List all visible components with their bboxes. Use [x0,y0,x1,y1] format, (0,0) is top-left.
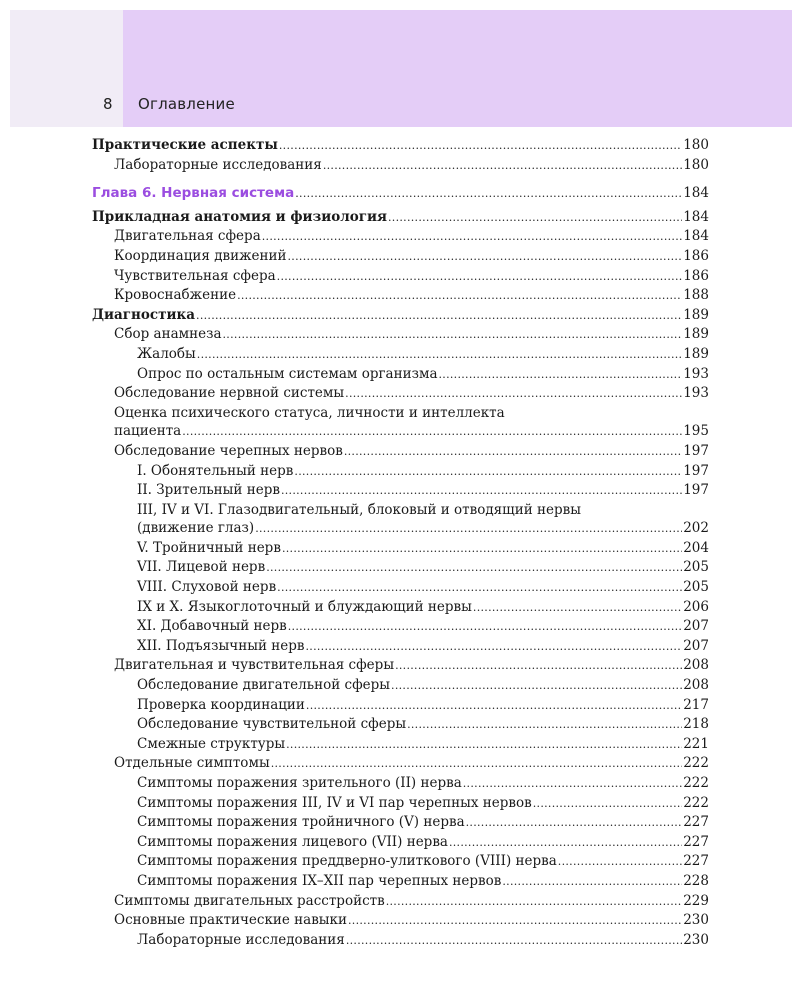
chapter-title: Глава 6. Нервная система [92,185,295,202]
dot-leader [288,617,682,637]
toc-entry-page: 230 [683,912,709,929]
toc-entry[interactable] [92,833,709,853]
dot-leader [262,227,682,247]
toc-entry-title: Кровоснабжение [114,287,237,304]
page-number: 8 [103,95,113,113]
dot-leader [279,136,682,156]
dot-leader [533,794,682,814]
dot-leader [286,735,682,755]
toc-entry-title: VII. Лицевой нерв [137,559,266,576]
toc-entry-title: Координация движений [114,247,287,264]
toc-entry[interactable] [92,286,709,306]
toc-entry-page: 193 [683,385,709,402]
dot-leader [473,598,682,618]
dot-leader [407,715,682,735]
toc-entry-page: 222 [683,775,709,791]
dot-leader [255,519,682,539]
toc-entry-title: Симптомы поражения зрительного (II) нерва [137,775,462,791]
toc-entry-title: I. Обонятельный нерв [137,462,294,479]
dot-leader [388,208,682,228]
dot-leader [395,656,682,676]
dot-leader [386,892,683,912]
toc-entry[interactable] [92,637,709,657]
toc-entry-title: Двигательная и чувствительная сферы [114,657,395,674]
toc-entry-page: 222 [683,755,709,772]
toc-entry-title: Симптомы поражения IX–XII пар черепных нервов [137,872,502,889]
toc-entry[interactable] [92,872,709,892]
dot-leader [237,286,682,306]
dot-leader [348,911,682,931]
dot-leader [281,481,682,501]
toc-entry-page: 189 [683,345,709,362]
toc-entry-title: Симптомы поражения лицевого (VII) нерва [137,833,448,850]
toc-entry-page: 180 [683,156,709,173]
dot-leader [306,696,682,716]
toc-entry-title: V. Тройничный нерв [137,539,281,556]
toc-entry-title: Сбор анамнеза [114,326,222,343]
toc-entry-page: 204 [683,539,709,556]
dot-leader [466,813,683,833]
dot-leader [345,384,682,404]
toc-entry[interactable] [92,208,709,228]
toc-entry[interactable] [92,558,709,578]
toc-entry[interactable] [92,656,709,676]
dot-leader [463,774,682,794]
toc-entry[interactable] [92,442,709,462]
toc-entry[interactable] [92,852,709,872]
dot-leader [182,422,682,442]
toc-entry-page: 184 [683,185,709,202]
dot-leader [502,872,682,892]
toc-entry-title: Прикладная анатомия и физиология [92,208,387,225]
toc-entry[interactable] [92,754,709,774]
toc-entry-page: 186 [683,247,709,264]
toc-entry-page: 197 [683,462,709,479]
toc-entry[interactable] [92,794,709,814]
toc-entry[interactable] [92,617,709,637]
table-of-contents [92,136,709,950]
toc-entry-page: 195 [683,423,709,440]
toc-entry-page: 221 [683,735,709,752]
toc-entry[interactable] [92,696,709,716]
toc-entry-title: Чувствительная сфера [114,267,276,284]
dot-leader [305,637,682,657]
dot-leader [391,676,682,696]
toc-entry-title: Лабораторные исследования [114,156,322,173]
toc-entry[interactable] [92,676,709,696]
toc-entry-page: 184 [683,208,709,225]
toc-entry-title: Симптомы поражения преддверно-улиткового (VIII) нерва [137,853,557,870]
toc-entry-page: 230 [683,931,709,948]
dot-leader [277,578,682,598]
toc-entry-page: 228 [683,872,709,889]
running-head: Оглавление [138,95,235,113]
toc-entry-page: 207 [683,618,709,635]
toc-entry-title: Симптомы двигательных расстройств [114,892,385,909]
toc-entry-title: Опрос по остальным системам организма [137,365,438,382]
toc-entry[interactable] [92,325,709,345]
toc-entry-page: 186 [683,267,709,284]
toc-entry-page: 218 [683,716,709,733]
toc-entry[interactable] [92,306,709,326]
toc-entry-title: Смежные структуры [137,735,286,752]
toc-entry-title: Обследование двигательной сферы [137,677,391,694]
toc-entry-title: Обследование черепных нервов [114,442,343,459]
toc-entry[interactable] [92,156,709,176]
toc-entry-page: 205 [683,579,709,596]
toc-entry-title: Симптомы поражения III, IV и VI пар черепных нервов [137,794,532,811]
toc-entry-page: 197 [683,482,709,499]
dot-leader [223,325,683,345]
dot-leader [346,931,682,951]
toc-entry-title: Проверка координации [137,696,305,713]
toc-entry[interactable] [92,813,709,833]
toc-entry-page: 208 [683,677,709,694]
toc-entry-page: 193 [683,365,709,382]
toc-entry-title: Лабораторные исследования [137,931,345,948]
toc-entry-page: 227 [683,853,709,870]
toc-entry[interactable] [92,911,709,931]
toc-entry-title: XI. Добавочный нерв [137,618,287,635]
dot-leader [196,306,682,326]
toc-entry[interactable] [92,404,709,442]
toc-entry[interactable] [92,227,709,247]
toc-entry[interactable] [92,462,709,482]
dot-leader [295,184,682,204]
toc-entry-page: 206 [683,598,709,615]
toc-entry-title: Практические аспекты [92,137,278,153]
dot-leader [197,345,682,365]
toc-chapter-heading[interactable] [92,184,709,204]
toc-entry-title: Диагностика [92,306,196,323]
toc-entry[interactable] [92,539,709,559]
toc-entry[interactable] [92,774,709,794]
toc-entry[interactable] [92,267,709,287]
toc-entry-page: 189 [683,326,709,343]
dot-leader [449,833,682,853]
toc-entry-page: 222 [683,794,709,811]
toc-entry-title: Обследование чувствительной сферы [137,716,407,733]
toc-entry-title: Обследование нервной системы [114,385,345,402]
toc-entry[interactable] [92,345,709,365]
toc-entry-title: Симптомы поражения тройничного (V) нерва [137,814,465,831]
toc-entry-page: 202 [683,520,709,537]
dot-leader [294,462,682,482]
toc-entry-page: 184 [683,228,709,245]
toc-entry-title: Отдельные симптомы [114,755,270,772]
toc-entry-title: VIII. Слуховой нерв [137,579,277,596]
toc-entry-page: 217 [683,696,709,713]
dot-leader [439,365,683,385]
toc-entry-title: Оценка психического статуса, личности и интеллекта [114,404,505,421]
toc-entry[interactable] [92,501,709,539]
toc-entry-title: IX и X. Языкоглоточный и блуждающий нервы [137,598,472,615]
toc-entry-page: 205 [683,559,709,576]
toc-entry-page: 207 [683,637,709,654]
toc-entry-page: 227 [683,814,709,831]
dot-leader [271,754,683,774]
toc-entry-title-continued: (движение глаз) [137,520,255,537]
toc-entry-page: 189 [683,306,709,323]
toc-entry-title-continued: пациента [114,423,182,440]
dot-leader [558,852,682,872]
toc-entry-page: 208 [683,657,709,674]
toc-entry[interactable] [92,598,709,618]
dot-leader [277,267,683,287]
toc-entry-page: 180 [683,137,709,153]
toc-entry[interactable] [92,247,709,267]
toc-entry[interactable] [92,715,709,735]
dot-leader [344,442,682,462]
toc-entry[interactable] [92,365,709,385]
toc-entry[interactable] [92,136,709,156]
dot-leader [282,539,682,559]
toc-entry-title: II. Зрительный нерв [137,482,280,499]
dot-leader [266,558,682,578]
toc-entry-page: 188 [683,287,709,304]
dot-leader [288,247,683,267]
toc-entry-title: XII. Подъязычный нерв [137,637,305,654]
toc-entry[interactable] [92,892,709,912]
toc-entry[interactable] [92,578,709,598]
toc-entry-title: III, IV и VI. Глазодвигательный, блоковый и отводящий нервы [137,501,581,518]
toc-entry[interactable] [92,931,709,951]
toc-entry-page: 197 [683,442,709,459]
toc-entry-page: 227 [683,833,709,850]
toc-entry[interactable] [92,735,709,755]
toc-entry[interactable] [92,481,709,501]
toc-entry-title: Двигательная сфера [114,228,261,245]
toc-entry-title: Жалобы [137,345,196,362]
toc-entry-page: 229 [683,892,709,909]
toc-entry-title: Основные практические навыки [114,912,347,929]
dot-leader [323,156,682,176]
toc-entry[interactable] [92,384,709,404]
